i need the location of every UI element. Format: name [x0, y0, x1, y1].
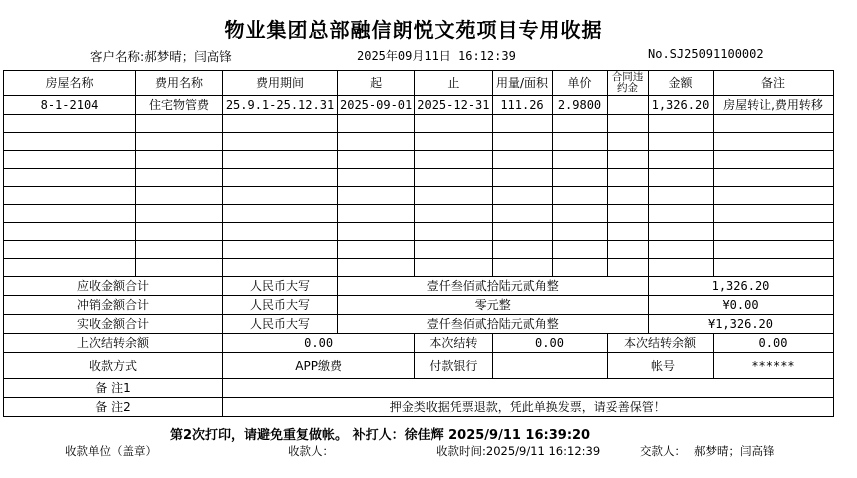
col-header: 用量/面积	[492, 71, 552, 96]
cell-fee-name: 住宅物管费	[136, 96, 223, 115]
receipt-title: 物业集团总部融信朗悦文苑项目专用收据	[224, 18, 603, 42]
cell-end: 2025-12-31	[415, 96, 492, 115]
remark1-row	[4, 379, 839, 398]
cell-price: 2.9800	[552, 96, 607, 115]
carry-row	[4, 334, 839, 353]
payment-bank-label: 付款银行	[415, 353, 492, 379]
table-row-empty	[4, 259, 839, 277]
receivable-total-label: 应收金额合计	[4, 277, 223, 296]
spacer	[833, 96, 838, 115]
actual-amount: ¥1,326.20	[648, 315, 833, 334]
table-row-empty	[4, 187, 839, 205]
actual-total-label: 实收金额合计	[4, 315, 223, 334]
table-row-empty	[4, 151, 839, 169]
col-header: 备注	[713, 71, 833, 96]
payee-unit: 收款单位（盖章）	[65, 444, 157, 458]
receipt-number: No.SJ25091100002	[648, 47, 764, 61]
this-carry-value: 0.00	[492, 334, 607, 353]
receipt-table	[3, 70, 839, 417]
col-header: 起	[338, 71, 415, 96]
rmb-label: 人民币大写	[223, 315, 338, 334]
customer-name: 客户名称:郝梦晴；闫高锋	[90, 49, 232, 64]
cell-penalty	[607, 96, 648, 115]
offset-amount: ¥0.00	[648, 296, 833, 315]
col-header: 单价	[552, 71, 607, 96]
col-header: 止	[415, 71, 492, 96]
cell-period: 25.9.1-25.12.31	[223, 96, 338, 115]
cell-qty: 111.26	[492, 96, 552, 115]
col-header-penalty	[607, 71, 648, 96]
receive-time: 收款时间:2025/9/11 16:12:39	[436, 444, 601, 458]
table-header-row	[4, 71, 839, 96]
rmb-label: 人民币大写	[223, 296, 338, 315]
cell-start: 2025-09-01	[338, 96, 415, 115]
this-carry-balance-label: 本次结转余额	[607, 334, 713, 353]
table-row-empty	[4, 133, 839, 151]
last-carry-label: 上次结转余额	[4, 334, 223, 353]
this-carry-balance-value: 0.00	[713, 334, 833, 353]
table-row-empty	[4, 241, 839, 259]
col-header: 费用期间	[223, 71, 338, 96]
receipt-datetime: 2025年09月11日 16:12:39	[357, 49, 516, 63]
table-row-empty	[4, 205, 839, 223]
last-carry-value: 0.00	[223, 334, 415, 353]
remark2-row	[4, 398, 839, 417]
offset-words: 零元整	[338, 296, 649, 315]
cell-note: 房屋转让,费用转移	[713, 96, 833, 115]
table-row	[4, 96, 839, 115]
payer-name: 郝梦晴；闫高锋	[694, 444, 775, 458]
payment-method-label: 收款方式	[4, 353, 223, 379]
col-header: 房屋名称	[4, 71, 136, 96]
col-header: 金额	[648, 71, 713, 96]
actual-total-row	[4, 315, 839, 334]
cell-amount: 1,326.20	[648, 96, 713, 115]
payer-label: 交款人：	[640, 444, 686, 458]
payment-method-value: APP缴费	[223, 353, 415, 379]
payment-bank-value	[492, 353, 607, 379]
payment-account-label: 帐号	[607, 353, 713, 379]
remark1-value	[223, 379, 834, 398]
table-row-empty	[4, 115, 839, 133]
table-row-empty	[4, 169, 839, 187]
print-notice: 第2次打印，请避免重复做帐。 补打人：徐佳辉 2025/9/11 16:39:20	[170, 428, 591, 443]
payment-account-value: ******	[713, 353, 833, 379]
remark2-label: 备 注2	[4, 398, 223, 417]
remark1-label: 备 注1	[4, 379, 223, 398]
payee: 收款人：	[288, 444, 334, 458]
offset-total-row	[4, 296, 839, 315]
col-header-penalty-label: 合同违约金	[611, 71, 644, 94]
table-row-empty	[4, 223, 839, 241]
actual-words: 壹仟叁佰贰拾陆元贰角整	[338, 315, 649, 334]
col-header: 费用名称	[136, 71, 223, 96]
rmb-label: 人民币大写	[223, 277, 338, 296]
cell-house: 8-1-2104	[4, 96, 136, 115]
receivable-total-row	[4, 277, 839, 296]
payment-row	[4, 353, 839, 379]
this-carry-label: 本次结转	[415, 334, 492, 353]
remark2-value: 押金类收据凭票退款，凭此单换发票，请妥善保管！	[223, 398, 834, 417]
receivable-words: 壹仟叁佰贰拾陆元贰角整	[338, 277, 649, 296]
offset-total-label: 冲销金额合计	[4, 296, 223, 315]
spacer	[833, 71, 838, 96]
receivable-amount: 1,326.20	[648, 277, 833, 296]
